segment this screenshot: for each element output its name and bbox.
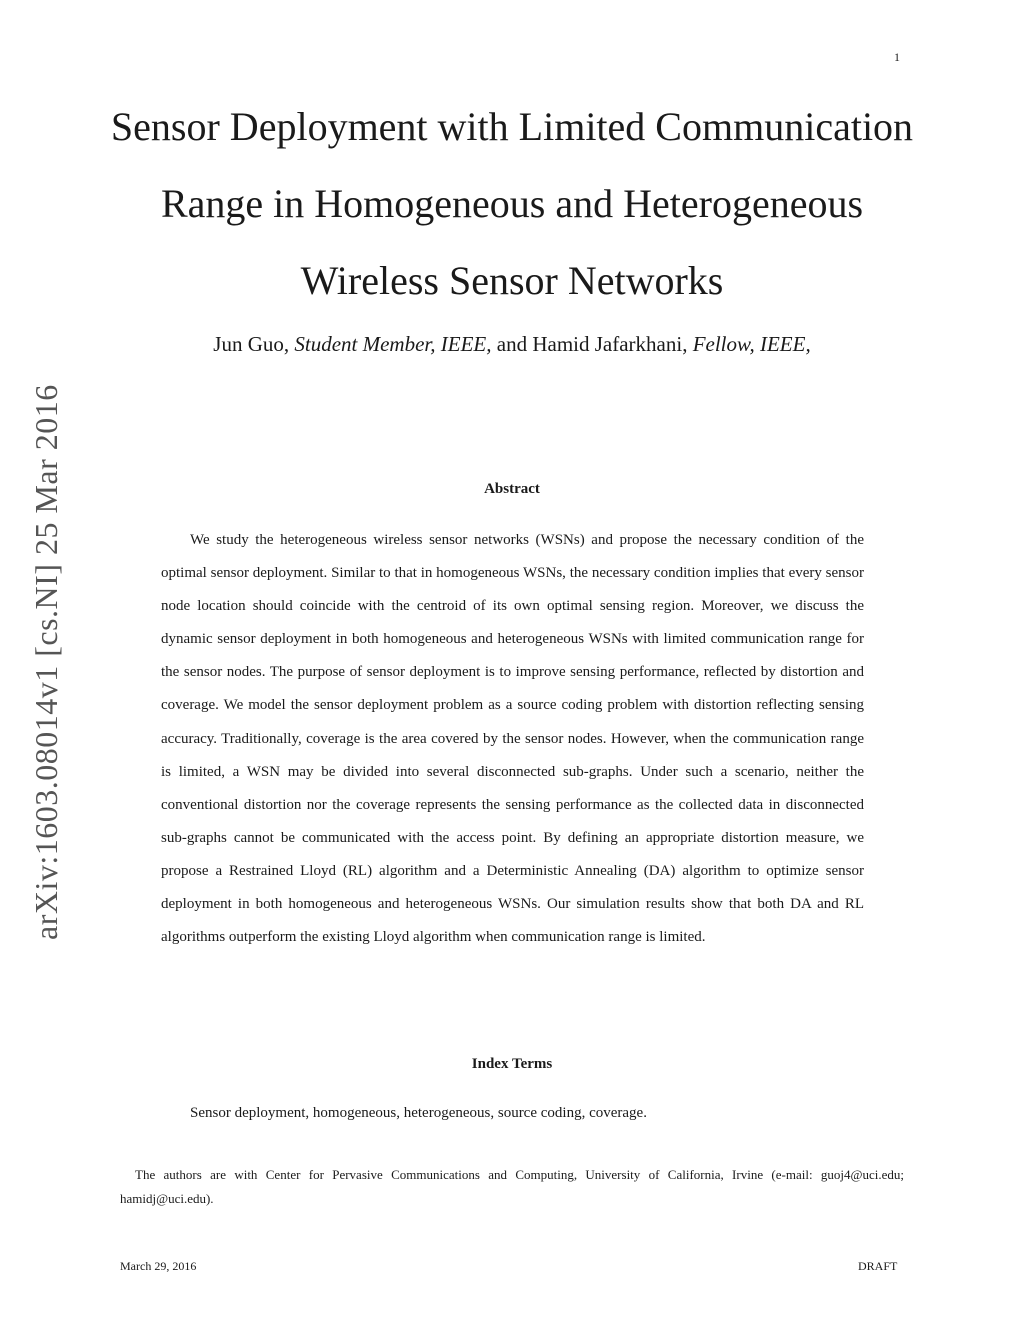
author-affiliation: Fellow, IEEE,	[692, 332, 811, 356]
footer-draft-label: DRAFT	[858, 1259, 898, 1273]
author-line	[100, 332, 924, 357]
author-footnote: The authors are with Center for Pervasive Communications and Computing, University of California, Irvine (e-mail: guoj4@uci.edu; hamidj@uci.edu).	[120, 1167, 904, 1206]
author-name: Hamid Jafarkhani,	[532, 332, 688, 356]
author-name: Jun Guo,	[213, 332, 290, 356]
abstract-heading: Abstract	[484, 481, 540, 497]
page-number: 1	[894, 50, 900, 64]
index-terms-heading: Index Terms	[471, 1056, 553, 1072]
index-terms-body: Sensor deployment, homogeneous, heterogeneous, source coding, coverage.	[190, 1105, 647, 1121]
footer-date: March 29, 2016	[120, 1259, 197, 1273]
abstract-body: We study the heterogeneous wireless sensor networks (WSNs) and propose the necessary condition of the optimal sensor deployment. Similar to that in homogeneous WSNs, the necessary condition implies that every sensor node location should coincide with the centroid of its own optimal sensing region. Moreover, we discuss the dynamic sensor deployment in both homogeneous and heterogeneous WSNs with limited communication range for the sensor nodes. The purpose of sensor deployment is to improve sensing performance, reflected by distortion and coverage. We model the sensor deployment problem as a source coding problem with distortion reflecting sensing accuracy. Traditionally, coverage is the area covered by the sensor nodes. However, when the communication range is limited, a WSN may be divided into several disconnected sub-graphs. Under such a scenario, neither the conventional distortion nor the coverage represents the sensing performance as the collected data in disconnected sub-graphs cannot be communicated with the access point. By defining an appropriate distortion measure, we propose a Restrained Lloyd (RL) algorithm and a Deterministic Annealing (DA) algorithm to optimize sensor deployment in both homogeneous and heterogeneous WSNs. Our simulation results show that both DA and RL algorithms outperform the existing Lloyd algorithm when communication range is limited.	[161, 532, 864, 946]
paper-title: Sensor Deployment with Limited Communication Range in Homogeneous and Heterogeneous Wireless Sensor Networks	[110, 104, 914, 303]
author-conjunction: and	[496, 332, 528, 356]
author-affiliation: Student Member, IEEE,	[294, 332, 492, 356]
arxiv-identifier: arXiv:1603.08014v1 [cs.NI] 25 Mar 2016	[28, 384, 64, 940]
